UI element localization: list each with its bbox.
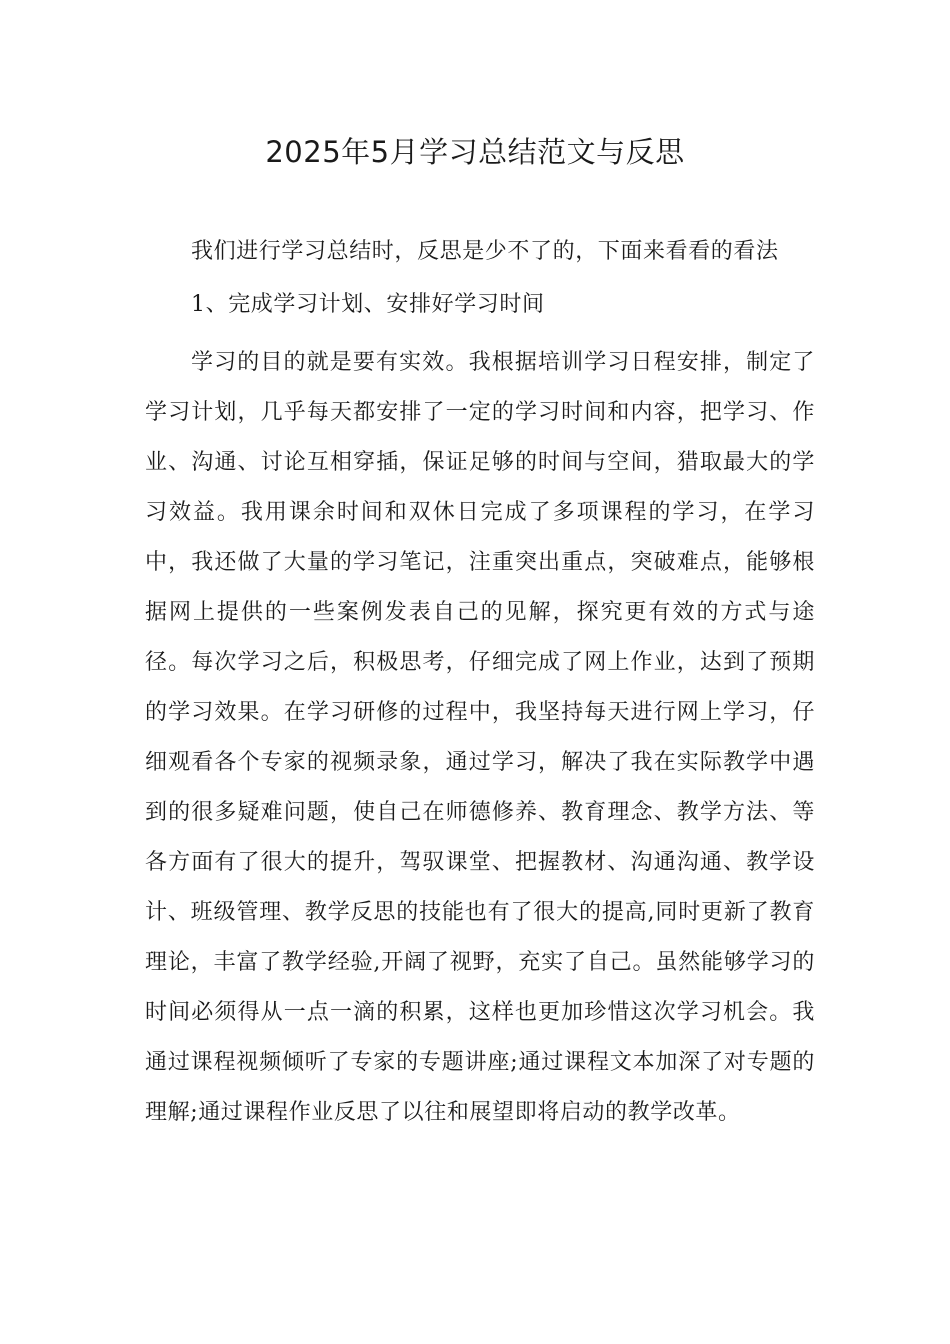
document-body — [145, 232, 815, 1138]
document-title: 2025年5月学习总结范文与反思 — [265, 135, 685, 169]
intro-paragraph: 我们进行学习总结时，反思是少不了的，下面来看看的看法 — [191, 239, 779, 264]
section-heading: 1、完成学习计划、安排好学习时间 — [191, 292, 545, 317]
body-paragraph: 学习的目的就是要有实效。我根据培训学习日程安排，制定了学习计划，几乎每天都安排了一定的学习时间和内容，把学习、作业、沟通、讨论互相穿插，保证足够的时间与空间，猎取最大的学习效益。我用课余时间和双休日完成了多项课程的学习，在学习中，我还做了大量的学习笔记，注重突出重点，突破难点，能够根据网上提供的一些案例发表自己的见解，探究更有效的方式与途径。每次学习之后，积极思考，仔细完成了网上作业，达到了预期的学习效果。在学习研修的过程中，我坚持每天进行网上学习，仔细观看各个专家的视频录象，通过学习，解决了我在实际教学中遇到的很多疑难问题，使自己在师德修养、教育理念、教学方法、等各方面有了很大的提升，驾驭课堂、把握教材、沟通沟通、教学设计、班级管理、教学反思的技能也有了很大的提高,同时更新了教育理论，丰富了教学经验,开阔了视野，充实了自己。虽然能够学习的时间必须得从一点一滴的积累，这样也更加珍惜这次学习机会。我通过课程视频倾听了专家的专题讲座;通过课程文本加深了对专题的理解;通过课程作业反思了以往和展望即将启动的教学改革。 — [145, 350, 815, 1125]
